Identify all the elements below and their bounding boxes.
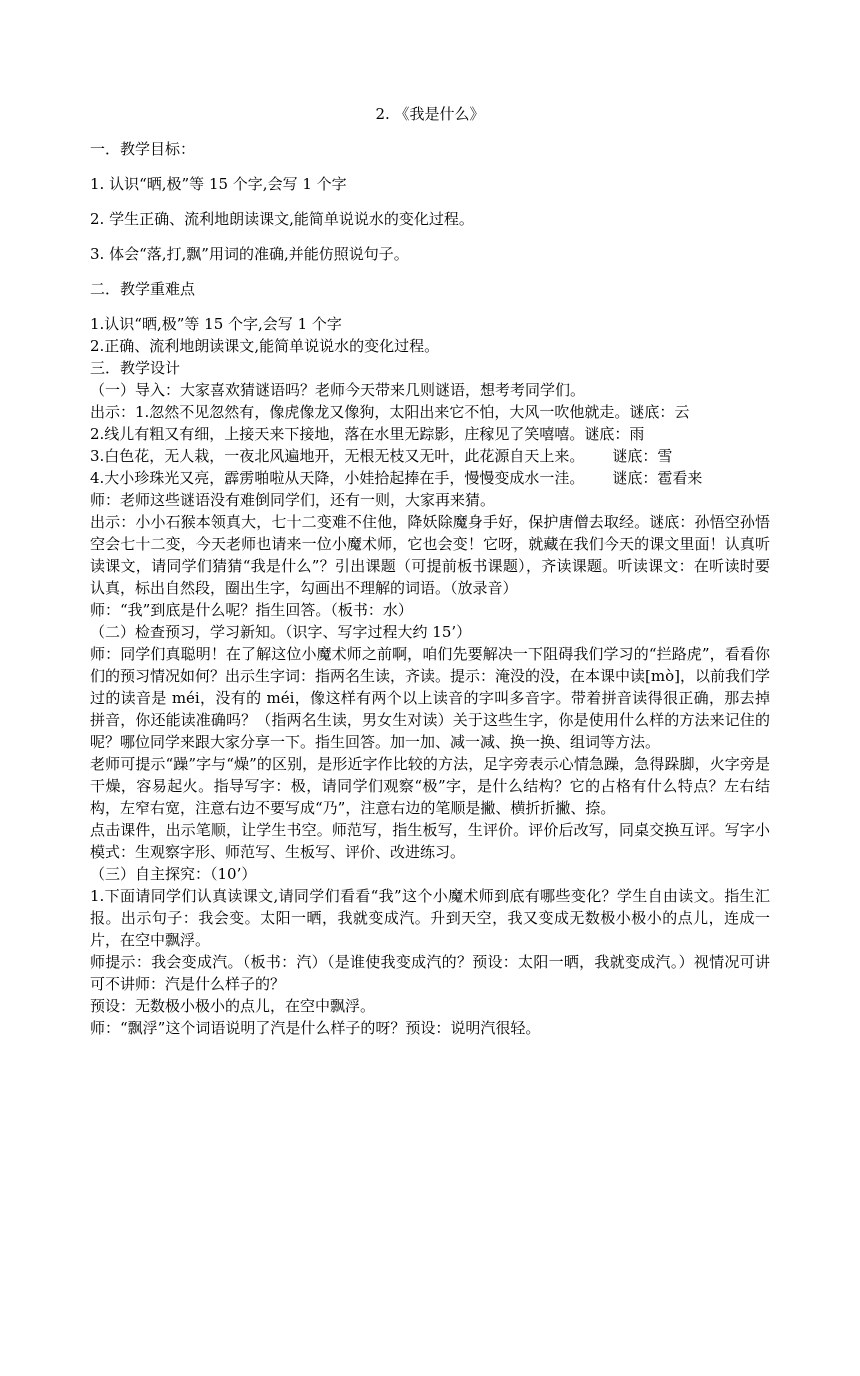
objective-item-3: 3. 体会“落,打,飘”用词的准确,并能仿照说句子。 [90, 245, 409, 263]
document-title: 2. 《我是什么》 [375, 105, 485, 123]
paragraph-7: 点击课件，出示笔顺，让学生书空。师范写，指生板写，生评价。评价后改写，同桌交换互评。写字小模式：生观察字形、师范写、生板写、评价、改进练习。 [90, 821, 770, 861]
document-page [90, 102, 770, 1039]
paragraph-2: 出示：小小石猴本领真大，七十二变难不住他，降妖除魔身手好，保护唐僧去取经。谜底：孙悟空孙悟空会七十二变，今天老师也请来一位小魔术师，它也会变！它呀，就藏在我们今天的课文里面！认真听读课文，请同学们猜猜“我是什么”？引出课题（可提前板书课题），齐读课题。听读课文：在听读时要认真，标出自然段，圈出生字，勾画出不理解的词语。（放录音） [90, 513, 770, 597]
riddle-3-answer: 谜底：雪 [612, 447, 673, 465]
paragraph-1: 师：老师这些谜语没有难倒同学们，还有一则，大家再来猜。 [90, 491, 496, 509]
paragraph-10: 师提示：我会变成汽。（板书：汽）（是谁使我变成汽的？预设：太阳一晒，我就变成汽。）视情况可讲可不讲师：汽是什么样子的？ [90, 953, 770, 993]
objective-item-1: 1. 认识“晒,极”等 15 个字,会写 1 个字 [90, 175, 347, 193]
keypoint-item-2: 2.正确、流利地朗读课文,能简单说说水的变化过程。 [90, 337, 440, 355]
riddle-2: 2.线儿有粗又有细，上接天来下接地，落在水里无踪影，庄稼见了笑嘻嘻。谜底：雨 [90, 425, 645, 443]
paragraph-4: （二）检查预习，学习新知。（识字、写字过程大约 15’） [90, 623, 472, 641]
riddle-4 [90, 467, 770, 489]
paragraph-6: 老师可提示“躁”字与“燥”的区别，是形近字作比较的方法，足字旁表示心情急躁，急得跺脚，火字旁是干燥，容易起火。指导写字：极，请同学们观察“极”字，是什么结构？它的占格有什么特点？左右结构，左窄右宽，注意右边不要写成“乃”，注意右边的笔顺是撇、横折折撇、捺。 [90, 755, 770, 817]
objective-item-2: 2. 学生正确、流利地朗读课文,能简单说说水的变化过程。 [90, 210, 474, 228]
paragraph-3: 师：“我”到底是什么呢？指生回答。（板书：水） [90, 601, 413, 619]
section-heading-design: 三．教学设计 [90, 359, 181, 377]
section-heading-keypoints: 二．教学重难点 [90, 280, 196, 298]
riddle-3 [90, 445, 770, 467]
paragraph-8: （三）自主探究：（10’） [90, 865, 257, 883]
paragraph-12: 师：“飘浮”这个词语说明了汽是什么样子的呀？预设：说明汽很轻。 [90, 1019, 541, 1037]
intro-paragraph: （一）导入：大家喜欢猜谜语吗？老师今天带来几则谜语，想考考同学们。 [90, 381, 586, 399]
paragraph-9: 1.下面请同学们认真读课文,请同学们看看“我”这个小魔术师到底有哪些变化？学生自由读文。指生汇报。出示句子：我会变。太阳一晒，我就变成汽。升到天空，我又变成无数极小极小的点儿，连成一片，在空中飘浮。 [90, 887, 770, 949]
riddle-4-text: 4.大小珍珠光又亮，霹雳啪啦从天降，小娃拾起捧在手，慢慢变成水一洼。 [90, 469, 585, 487]
keypoint-item-1: 1.认识“晒,极”等 15 个字,会写 1 个字 [90, 315, 342, 333]
riddle-3-text: 3.白色花，无人栽，一夜北风遍地开，无根无枝又无叶，此花源自天上来。 [90, 447, 585, 465]
riddle-1: 出示：1.忽然不见忽然有，像虎像龙又像狗，太阳出来它不怕，大风一吹他就走。谜底：云 [90, 403, 690, 421]
paragraph-11: 预设：无数极小极小的点儿，在空中飘浮。 [90, 997, 376, 1015]
riddle-4-answer: 谜底：雹看来 [612, 469, 703, 487]
paragraph-5: 师：同学们真聪明！在了解这位小魔术师之前啊，咱们先要解决一下阻碍我们学习的“拦路虎”，看看你们的预习情况如何？出示生字词：指两名生读，齐读。提示：淹没的没，在本课中读[mò]，以前我们学过的读音是 méi，没有的 méi，像这样有两个以上读音的字叫多音字。带着拼音读得很正确，那去掉拼音，你还能读准确吗？（指两名生读，男女生对读）关于这些生字，你是使用什么样的方法来记住的呢？哪位同学来跟大家分享一下。指生回答。加一加、减一减、换一换、组词等方法。 [90, 645, 770, 751]
section-heading-objectives: 一．教学目标： [90, 140, 196, 158]
